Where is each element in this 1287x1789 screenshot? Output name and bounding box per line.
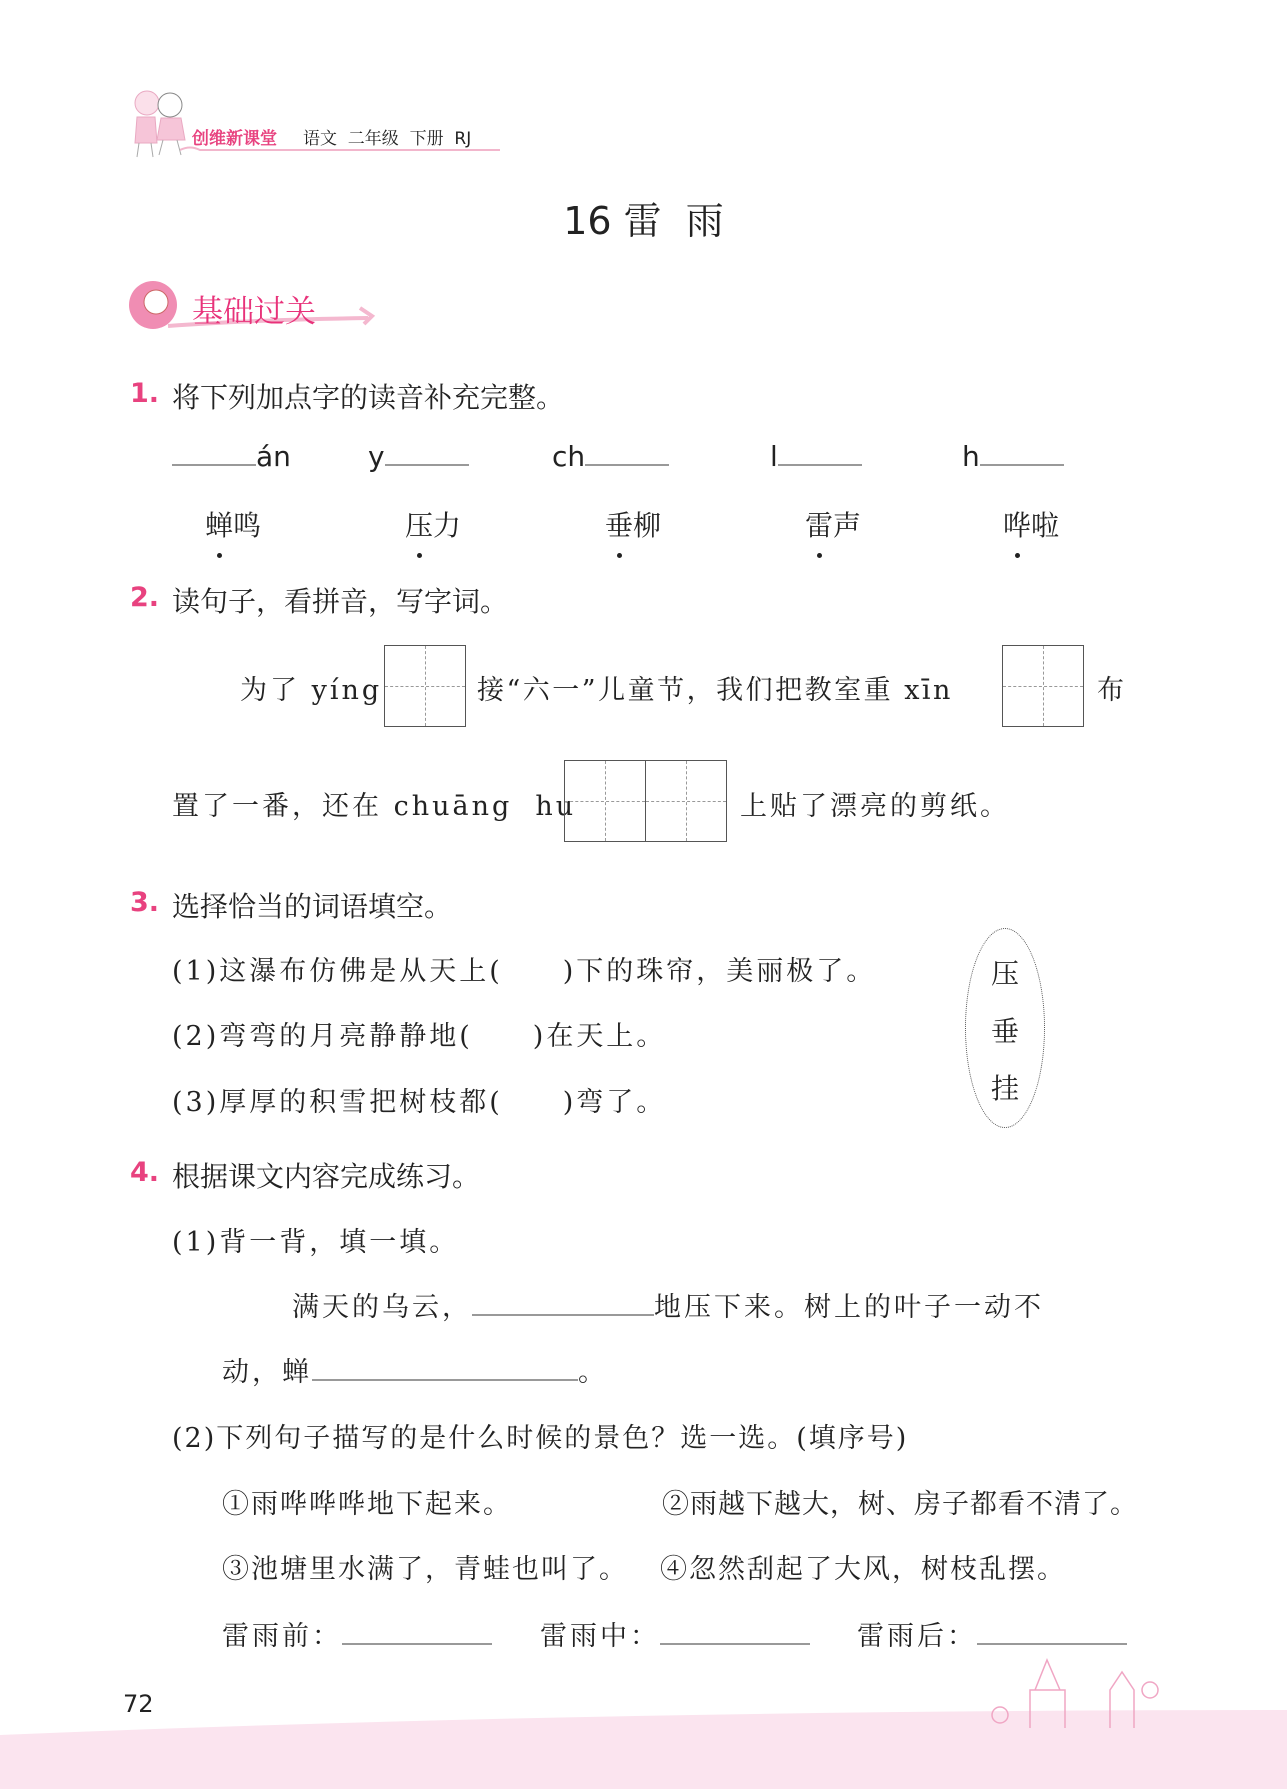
writing-box[interactable] [564,760,646,842]
dotted-char: 蝉 [205,504,233,544]
section-title: 基础过关 [192,294,316,330]
q4-recite-line2 [222,1350,608,1389]
pinyin-text: ch [552,440,586,473]
fill-blank[interactable] [472,1313,654,1316]
word-rest: 声 [833,509,862,542]
option-3: 挂 [991,1072,1020,1105]
text: 地压下来。树上的叶子一动不 [654,1292,1044,1323]
q3-prompt: 选择恰当的词语填空。 [172,890,453,923]
pinyin-item-4[interactable] [770,440,862,473]
fill-after [857,1614,1127,1653]
word-3 [605,504,661,544]
word-2 [405,504,461,544]
pinyin-item-2[interactable] [368,440,469,473]
footer-band [0,1650,1287,1789]
option-1: 压 [991,957,1020,990]
word-1 [205,504,261,544]
page-number: 72 [123,1690,154,1718]
label: 雷雨中： [540,1621,660,1652]
page-title: 16 雷 雨 [563,199,724,243]
q4-number: 4. [130,1157,160,1188]
pinyin-item-3[interactable] [552,440,669,473]
word-4 [805,504,861,544]
q4-option-1: ①雨哗哗哗地下起来。 [222,1489,512,1520]
dotted-char: 压 [405,504,433,544]
book-info: 语文 二年级 下册 RJ [303,129,472,149]
q4-prompt: 根据课文内容完成练习。 [172,1160,481,1193]
q2-line1-c: 布 [1097,675,1127,706]
fill-blank[interactable] [977,1642,1127,1645]
fill-during [540,1614,810,1653]
q1-number: 1. [130,378,160,409]
q2-prompt: 读句子，看拼音，写字词。 [172,585,509,618]
writing-box[interactable] [1002,645,1084,727]
pinyin-text: án [256,440,291,473]
pinyin-text: y [368,440,385,473]
brand-label: 创维新课堂 [192,129,277,149]
word-rest: 啦 [1031,509,1060,542]
word-rest: 力 [433,509,462,542]
pinyin-text: l [770,440,778,473]
q4-part2-title: (2)下列句子描写的是什么时候的景色？选一选。(填序号) [172,1423,909,1454]
label: 雷雨后： [857,1621,977,1652]
q4-option-3: ③池塘里水满了，青蛙也叫了。 [222,1554,628,1585]
q2-line1-a: 为了 yíng [240,675,383,706]
dotted-char: 雷 [805,504,833,544]
q3-item-2[interactable]: (2)弯弯的月亮静静地( )在天上。 [172,1021,667,1052]
q4-recite-line1 [292,1285,1044,1324]
q2-line2-a: 置了一番，还在 chuāng hu [172,791,577,822]
q4-part1-title: (1)背一背，填一填。 [172,1227,460,1258]
text: 。 [578,1357,608,1388]
text: 动，蝉 [222,1357,312,1388]
word-rest: 柳 [633,509,662,542]
fill-blank[interactable] [660,1642,810,1645]
dotted-char: 垂 [605,504,633,544]
pinyin-text: h [962,440,980,473]
writing-box[interactable] [645,760,727,842]
writing-box[interactable] [384,645,466,727]
q4-option-4: ④忽然刮起了大风，树枝乱摆。 [660,1554,1066,1585]
fill-blank[interactable] [342,1642,492,1645]
word-5 [1003,504,1059,544]
q2-line1-b: 接“六一”儿童节，我们把教室重 xīn [477,675,953,706]
text: 满天的乌云， [292,1292,472,1323]
q3-item-1[interactable]: (1)这瀑布仿佛是从天上( )下的珠帘，美丽极了。 [172,956,877,987]
fill-before [222,1614,492,1653]
word-rest: 鸣 [233,509,262,542]
label: 雷雨前： [222,1621,342,1652]
dotted-char: 哗 [1003,504,1031,544]
q4-option-2: ②雨越下越大，树、房子都看不清了。 [662,1489,1138,1520]
pinyin-item-1[interactable] [172,440,291,473]
q1-prompt: 将下列加点字的读音补充完整。 [172,381,565,414]
q2-number: 2. [130,582,160,613]
option-2: 垂 [991,1015,1020,1048]
header-underline [180,145,500,155]
fill-blank[interactable] [312,1378,578,1381]
q2-line2-b: 上贴了漂亮的剪纸。 [740,791,1010,822]
q3-number: 3. [130,887,160,918]
q3-item-3[interactable]: (3)厚厚的积雪把树枝都( )弯了。 [172,1087,667,1118]
pinyin-item-5[interactable] [962,440,1064,473]
